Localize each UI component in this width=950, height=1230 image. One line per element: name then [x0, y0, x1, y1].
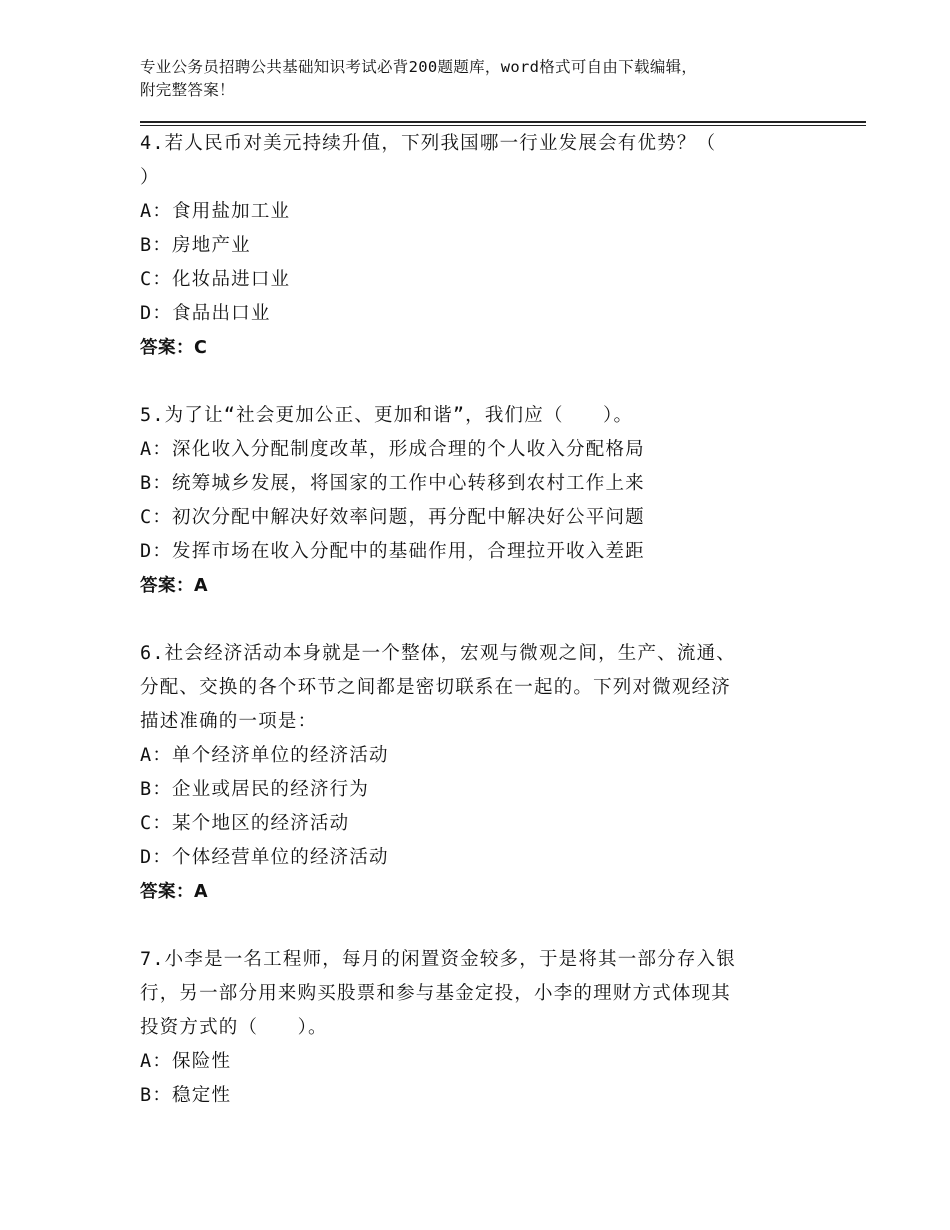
question-stem-line: 5.为了让“社会更加公正、更加和谐”，我们应（ ）。: [140, 405, 634, 426]
answer-option: D：个体经营单位的经济活动: [140, 847, 389, 868]
header-divider-thin: [140, 125, 866, 126]
question-stem-line: 4.若人民币对美元持续升值，下列我国哪一行业发展会有优势？（: [140, 133, 717, 154]
answer-option: C：某个地区的经济活动: [140, 813, 350, 834]
question-list: [140, 127, 830, 1113]
question-stem-line: ）: [140, 167, 160, 188]
header-line-1: 专业公务员招聘公共基础知识考试必背200题题库，word格式可自由下载编辑，: [140, 58, 698, 76]
answer-option: B：统筹城乡发展，将国家的工作中心转移到农村工作上来: [140, 473, 645, 494]
question-stem-line: 行，另一部分用来购买股票和参与基金定投，小李的理财方式体现其: [140, 983, 732, 1004]
question-spacer: [140, 365, 830, 399]
answer-option: A：保险性: [140, 1051, 232, 1072]
question-block: [140, 127, 830, 399]
question-stem-line: 6.社会经济活动本身就是一个整体，宏观与微观之间，生产、流通、: [140, 643, 736, 664]
question-stem-line: 7.小李是一名工程师，每月的闲置资金较多，于是将其一部分存入银: [140, 949, 736, 970]
answer-option: C：化妆品进口业: [140, 269, 291, 290]
answer-option: A：深化收入分配制度改革，形成合理的个人收入分配格局: [140, 439, 645, 460]
answer-option: D：食品出口业: [140, 303, 271, 324]
question-stem-line: 分配、交换的各个环节之间都是密切联系在一起的。下列对微观经济: [140, 677, 732, 698]
question-block: [140, 399, 830, 637]
question-stem: [140, 127, 830, 195]
answer-key: 答案：A: [140, 576, 209, 596]
answer-key: 答案：A: [140, 882, 209, 902]
header-line-2: 附完整答案！: [140, 81, 235, 99]
answer-option: A：食用盐加工业: [140, 201, 291, 222]
answer-option: B：房地产业: [140, 235, 251, 256]
question-spacer: [140, 909, 830, 943]
answer-key: 答案：C: [140, 338, 208, 358]
question-stem: [140, 943, 830, 1045]
question-spacer: [140, 603, 830, 637]
question-block: [140, 943, 830, 1113]
answer-option: B：企业或居民的经济行为: [140, 779, 370, 800]
question-stem: [140, 637, 830, 739]
question-block: [140, 637, 830, 943]
answer-option: A：单个经济单位的经济活动: [140, 745, 389, 766]
answer-option: C：初次分配中解决好效率问题，再分配中解决好公平问题: [140, 507, 645, 528]
question-stem: [140, 399, 830, 433]
answer-option: D：发挥市场在收入分配中的基础作用，合理拉开收入差距: [140, 541, 645, 562]
question-stem-line: 描述准确的一项是：: [140, 711, 318, 732]
document-header: [140, 56, 865, 102]
header-divider-thick: [140, 121, 866, 123]
question-stem-line: 投资方式的（ ）。: [140, 1017, 328, 1038]
answer-option: B：稳定性: [140, 1085, 232, 1106]
